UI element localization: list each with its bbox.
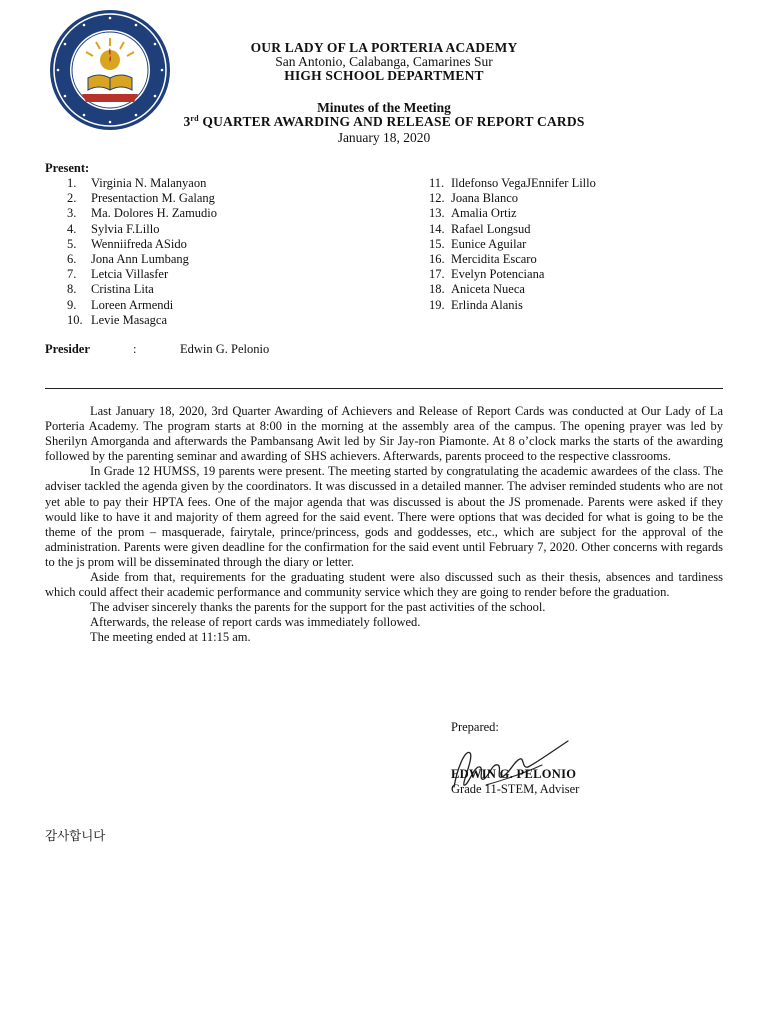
attendee-name: Levie Masagca	[91, 312, 168, 327]
attendee-list-left	[67, 176, 217, 328]
event-title-text: QUARTER AWARDING AND RELEASE OF REPORT CARDS	[202, 114, 585, 129]
attendee-item	[67, 222, 217, 237]
attendee-item	[67, 252, 217, 267]
attendee-name: Ildefonso VegaJEnnifer Lillo	[451, 176, 596, 190]
presider-label: Presider	[45, 342, 90, 356]
attendee-name: Joana Blanco	[451, 191, 518, 206]
attendee-item	[67, 237, 217, 252]
attendee-name: Jona Ann Lumbang	[91, 251, 189, 266]
body-paragraph: Aside from that, requirements for the graduating student were also discussed such as their thesis, absences and tardiness which could affect their academic performance and community service which they are going to render before the graduation.	[45, 570, 723, 600]
attendee-name: Erlinda Alanis	[451, 297, 523, 312]
attendee-item	[67, 298, 217, 313]
attendee-item	[67, 176, 217, 191]
attendee-number: 14.	[429, 221, 445, 236]
attendee-number: 17.	[429, 267, 445, 282]
event-ordinal-suffix: rd	[190, 114, 199, 123]
attendee-number: 6.	[67, 251, 77, 266]
attendee-item	[67, 191, 217, 206]
attendee-number: 8.	[67, 282, 77, 297]
attendee-name: Ma. Dolores H. Zamudio	[91, 206, 218, 221]
body-paragraph: Last January 18, 2020, 3rd Quarter Awarding of Achievers and Release of Report Cards was conducted at Our Lady of La Porteria Academy. The program starts at 8:00 in the morning at the assembly area of the campus. The opening prayer was led by Sherilyn Amorganda and afterwards the Pambansang Awit led by Sir Jay-ron Piamonte. At 8 o’clock marks the starts of the awarding followed by the parenting seminar and awarding of SHS achievers. Afterwards, parents proceed to the respective classrooms.	[45, 404, 723, 464]
minutes-body	[45, 404, 723, 646]
preparer-role: Grade 11-STEM, Adviser	[451, 782, 580, 796]
attendee-number: 7.	[67, 267, 77, 282]
attendee-item	[429, 267, 596, 282]
attendee-name: Wenniifreda ASido	[91, 236, 187, 251]
attendee-number: 16.	[429, 251, 445, 266]
school-address: San Antonio, Calabanga, Camarines Sur	[275, 54, 493, 69]
attendee-name: Virginia N. Malanyaon	[91, 176, 207, 190]
present-label: Present:	[45, 161, 90, 175]
attendee-item	[429, 252, 596, 267]
attendee-item	[429, 176, 596, 191]
section-divider	[45, 388, 723, 389]
attendee-number: 3.	[67, 206, 77, 221]
attendee-item	[429, 191, 596, 206]
body-paragraph: The meeting ended at 11:15 am.	[90, 630, 251, 645]
school-name: OUR LADY OF LA PORTERIA ACADEMY	[250, 40, 518, 55]
attendee-list-right	[429, 176, 596, 313]
attendee-number: 13.	[429, 206, 445, 221]
attendee-number: 15.	[429, 236, 445, 251]
department-name: HIGH SCHOOL DEPARTMENT	[284, 68, 484, 83]
prepared-label: Prepared:	[451, 720, 499, 734]
attendee-name: Amalia Ortiz	[451, 206, 517, 221]
presider-line	[45, 342, 269, 357]
attendee-name: Loreen Armendi	[91, 297, 174, 312]
attendee-item	[429, 237, 596, 252]
attendee-number: 10.	[67, 312, 83, 327]
attendee-number: 1.	[67, 176, 77, 190]
event-title	[0, 114, 768, 130]
attendee-number: 2.	[67, 191, 77, 206]
attendee-name: Eunice Aguilar	[451, 236, 527, 251]
attendee-number: 18.	[429, 282, 445, 297]
attendee-name: Aniceta Nueca	[451, 282, 525, 297]
attendee-item	[67, 206, 217, 221]
attendee-number: 4.	[67, 221, 77, 236]
attendee-number: 9.	[67, 297, 77, 312]
attendee-name: Evelyn Potenciana	[451, 267, 545, 282]
attendee-item	[429, 206, 596, 221]
presider-name: Edwin G. Pelonio	[180, 342, 270, 356]
presider-colon: :	[133, 342, 137, 356]
attendee-name: Rafael Longsud	[451, 221, 531, 236]
meeting-date: January 18, 2020	[337, 130, 431, 145]
body-paragraph: Afterwards, the release of report cards was immediately followed.	[90, 615, 421, 630]
attendee-item	[67, 313, 217, 328]
minutes-title: Minutes of the Meeting	[317, 100, 451, 115]
attendee-number: 19.	[429, 297, 445, 312]
event-ordinal: 3	[183, 114, 191, 129]
attendee-item	[429, 222, 596, 237]
attendee-name: Sylvia F.Lillo	[91, 221, 160, 236]
attendee-item	[67, 267, 217, 282]
attendee-number: 5.	[67, 236, 77, 251]
attendee-number: 11.	[429, 176, 445, 190]
attendee-name: Mercidita Escaro	[451, 251, 537, 266]
preparer-name: EDWIN G. PELONIO	[451, 767, 577, 781]
attendee-name: Letcia Villasfer	[91, 267, 169, 282]
attendee-item	[67, 282, 217, 297]
footer-note: 감사합니다	[45, 828, 106, 843]
body-paragraph: The adviser sincerely thanks the parents for the support for the past activities of the school.	[90, 600, 546, 615]
attendee-name: Cristina Lita	[91, 282, 154, 297]
attendee-item	[429, 282, 596, 297]
attendee-item	[429, 298, 596, 313]
body-paragraph: In Grade 12 HUMSS, 19 parents were present. The meeting started by congratulating the academic awardees of the class. The adviser tackled the agenda given by the coordinators. It was discussed in a detailed manner. The adviser reminded students who are not yet able to pay their HPTA fees. One of the major agenda that was discussed is about the JS promenade. Parents were asked if they would like to have it and majority of them agreed for the said event. There were options that was decided for what is going to be the theme of the prom – masquerade, fairytale, prince/princess, gods and goddesses, etc., which are subject for the approval of the administration. Parents were given deadline for the confirmation for the said event until February 7, 2020. Other concerns with regards to the js prom will be disseminated through the diary or letter.	[45, 464, 723, 569]
attendee-name: Presentaction M. Galang	[91, 191, 215, 206]
attendee-number: 12.	[429, 191, 445, 206]
